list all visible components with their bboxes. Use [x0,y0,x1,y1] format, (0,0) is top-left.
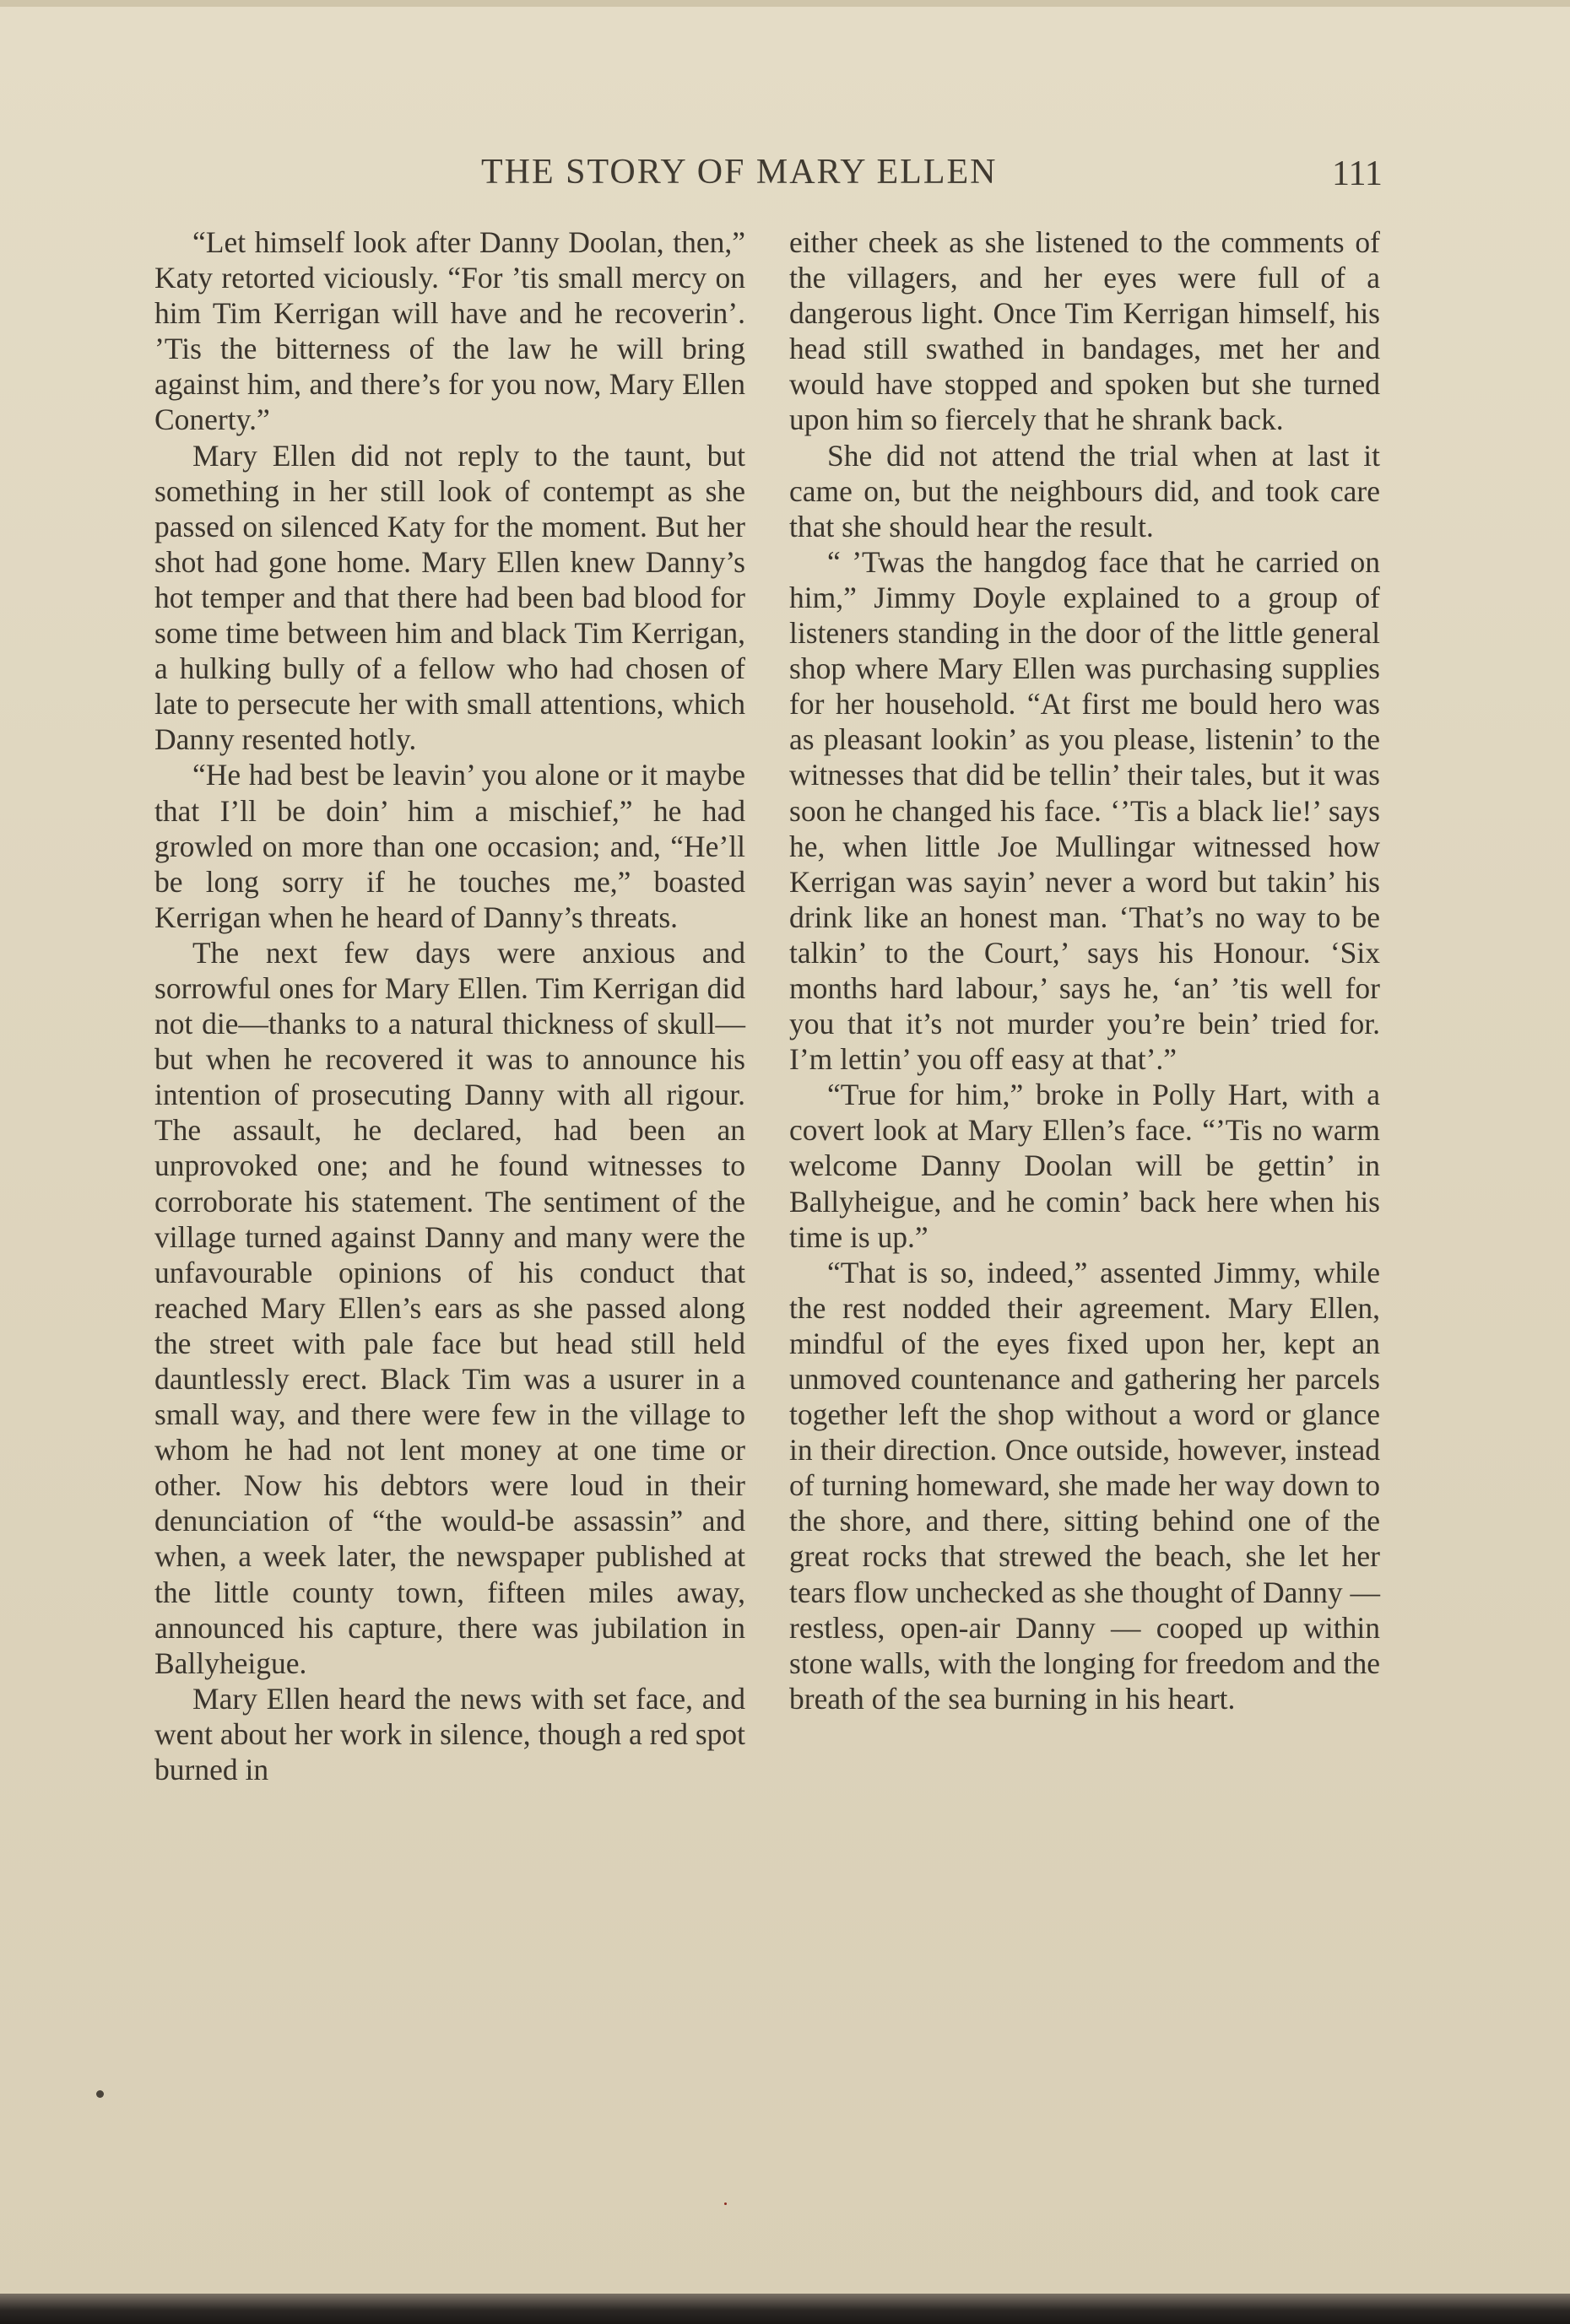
paragraph: either cheek as she listened to the comments of the villagers, and her eyes were full of a dangerous light. Once Tim Kerrigan himself, his head still swathed in bandages, met her and would have stopped and spoken but she turned upon him so fiercely that he shrank back. [789,225,1380,437]
running-title: THE STORY OF MARY ELLEN [481,153,998,192]
paragraph: “ ’Twas the hangdog face that he carried on him,” Jimmy Doyle explained to a group of listeners standing in the door of the little general shop where Mary Ellen was purchasing supplies for her household. “At first me bould hero was as pleasant lookin’ as you please, listenin’ to the witnesses that did be tellin’ their tales, but it was soon he changed his face. ‘’Tis a black lie!’ says he, when little Joe Mullingar witnessed how Kerrigan was sayin’ never a word but takin’ his drink like an honest man. ‘That’s no way to be talkin’ to the Court,’ says his Honour. ‘Six months hard labour,’ says he, ‘an’ ’tis well for you that it’s not murder you’re bein’ tried for. I’m lettin’ you off easy at that’.” [789,544,1380,1077]
paragraph: The next few days were anxious and sorrowful ones for Mary Ellen. Tim Kerrigan did not die—thanks to a natural thickness of skull—but when he recovered it was to announce his intention of prosecuting Danny with all rigour. The assault, he declared, had been an unprovoked one; and he found witnesses to corroborate his statement. The sentiment of the village turned against Danny and many were the unfavourable opinions of his conduct that reached Mary Ellen’s ears as she passed along the street with pale face but head still held dauntlessly erect. Black Tim was a usurer in a small way, and there were few in the village to whom he had not lent money at one time or other. Now his debtors were loud in their denunciation of “the would-be assassin” and when, a week later, the newspaper published at the little county town, fifteen miles away, announced his capture, there was jubilation in Ballyheigue. [154,935,745,1680]
left-column [154,224,745,1787]
page-number: 111 [1332,154,1383,193]
margin-ink-spot [96,2090,104,2098]
paragraph: “That is so, indeed,” assented Jimmy, while the rest nodded their agreement. Mary Ellen, mindful of the eyes fixed upon her, kept an unmoved countenance and gathering her parcels together left the shop without a word or glance in their direction. Once outside, however, instead of turning homeward, she made her way down to the shore, and there, sitting behind one of the great rocks that strewed the beach, she let her tears flow unchecked as she thought of Danny — restless, open-air Danny — cooped up within stone walls, with the longing for freedom and the breath of the sea burning in his heart. [789,1255,1380,1716]
right-column [789,224,1380,1716]
paragraph: She did not attend the trial when at last it came on, but the neighbours did, and took care that she should hear the result. [789,438,1380,543]
paragraph: “Let himself look after Danny Doolan, then,” Katy retorted viciously. “For ’tis small mercy on him Tim Kerrigan will have and he recoverin’. ’Tis the bitterness of the law he will bring against him, and there’s for you now, Mary Ellen Conerty.” [154,225,745,437]
paragraph: “He had best be leavin’ you alone or it maybe that I’ll be doin’ him a mischief,” he had growled on more than one occasion; and, “He’ll be long sorry if he touches me,” boasted Kerrigan when he heard of Danny’s threats. [154,758,745,934]
paper-fleck [724,2202,727,2205]
paragraph: Mary Ellen did not reply to the taunt, but something in her still look of contempt as she passed on silenced Katy for the moment. But her shot had gone home. Mary Ellen knew Danny’s hot temper and that there had been bad blood for some time between him and black Tim Kerrigan, a hulking bully of a fellow who had chosen of late to persecute her with small attentions, which Danny resented hotly. [154,438,745,757]
paragraph: “True for him,” broke in Polly Hart, with a covert look at Mary Ellen’s face. “’Tis no warm welcome Danny Doolan will be gettin’ in Ballyheigue, and he comin’ back here when his time is up.” [789,1078,1380,1254]
page-top-edge [0,0,1570,7]
page-bottom-shadow [0,2294,1570,2324]
paragraph: Mary Ellen heard the news with set face, and went about her work in silence, though a red spot burned in [154,1681,745,1787]
